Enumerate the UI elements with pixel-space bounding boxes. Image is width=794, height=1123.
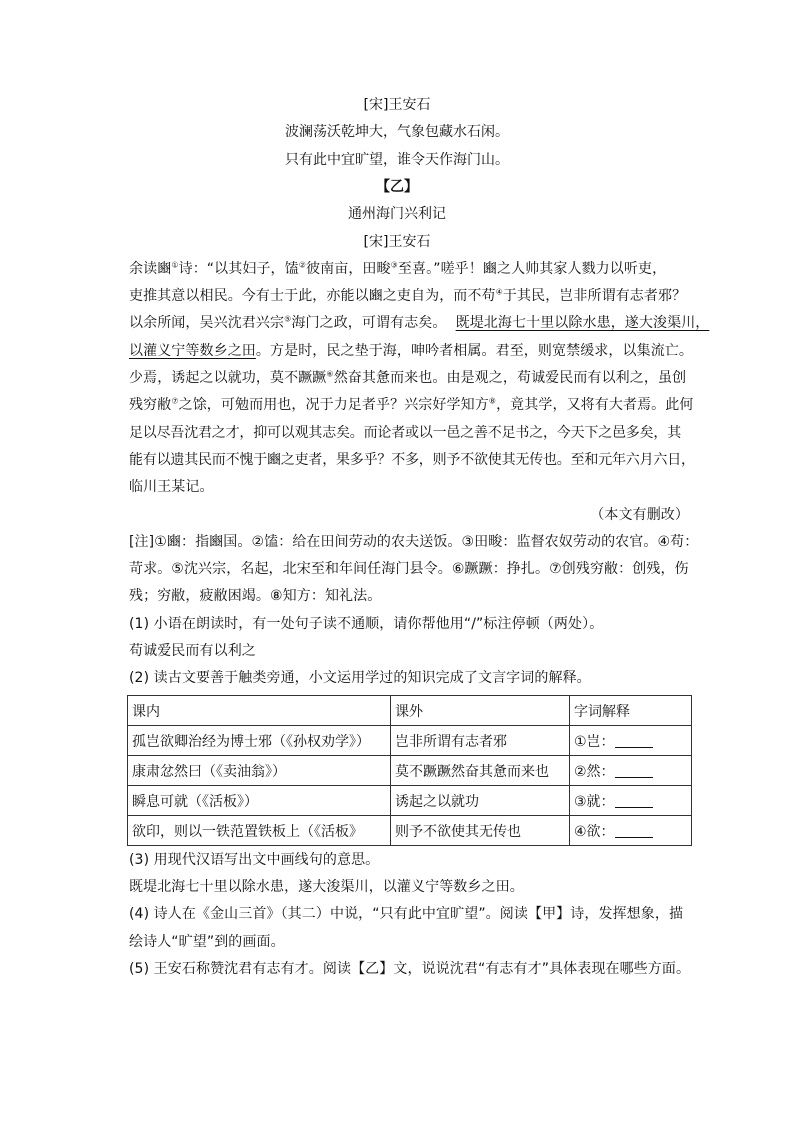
table-cell: 莫不蹶蹶然奋其惫而来也 [391,756,570,786]
passage-label: 【乙】 [376,179,418,195]
passage-line: 少焉，诱起之以就功，莫不蹶蹶⑥然奋其惫而来也。由是观之，苟诚爱民而有以利之，虽创 [129,369,687,386]
table-cell: 诱起之以就功 [391,786,570,816]
table-cell: 瞬息可就（《活板》） [128,786,391,816]
question-3-sentence: 既堤北海七十里以除水患，遂大浚渠川，以灌义宁等数乡之田。 [129,879,524,895]
passage-line: 残穷敝⑦之馀，可勉而用也，况于力足者乎？兴宗好学知方⑧，竟其学，又将有大者焉。此何 [129,396,694,413]
table-cell: ③就： [570,786,692,816]
answer-blank[interactable] [615,793,653,808]
table-header: 课内 [128,696,391,726]
table-cell: 孤岂欲卿治经为博士邪（《孙权劝学》） [128,726,391,756]
table-cell: ①岂： [570,726,692,756]
question-5: (5) 王安石称赞沈君有志有才。阅读【乙】文，说说沈君“有志有才”具体表现在哪些方面。 [129,961,691,977]
table-header: 字词解释 [570,696,692,726]
passage-line: 吏推其意以相民。今有士于此，亦能以豳之吏自为，而不苟④于其民，岂非所谓有志者邪？ [129,287,687,304]
passage-line: 余读豳①诗：“以其妇子，馌②彼南亩，田畯③至喜。”嗟乎！豳之人帅其家人戮力以听吏， [129,260,667,277]
passage-line: 足以尽吾沈君之才，抑可以观其志矣。而论者或以一邑之善不足书之，今天下之邑多矣，其 [129,425,681,441]
passage-author: [宋]王安石 [363,234,431,250]
table-row [128,726,692,756]
table-cell: ④欲： [570,816,692,846]
table-cell: 康肃忿然曰（《卖油翁》） [128,756,391,786]
table-cell: ②然： [570,756,692,786]
table-cell: 欲印，则以一铁范置铁板上（《活板》 [128,816,391,846]
table-row [128,786,692,816]
table-cell: 岂非所谓有志者邪 [391,726,570,756]
notes-line: 苛求。⑤沈兴宗，名起，北宋至和年间任海门县令。⑥蹶蹶：挣扎。⑦创残穷敝：创残，伤 [129,561,689,577]
table-row [128,756,692,786]
passage-line: 能有以遗其民而不愧于豳之吏者，果多乎？不多，则予不欲使其无传也。至和元年六月六日， [129,452,695,468]
answer-blank[interactable] [615,763,653,778]
poem-line-1: 波澜荡沃乾坤大，气象包藏水石闲。 [285,124,509,140]
question-2: (2) 读古文要善于触类旁通，小文运用学过的知识完成了文言字词的解释。 [129,670,591,686]
source-note: （本文有删改） [590,507,689,523]
underlined-sentence: 既堤北海七十里以除水患，遂大浚渠川， [455,315,710,331]
passage-line: 临川王某记。 [129,479,214,495]
underlined-sentence: 以灌义宁等数乡之田 [129,343,256,359]
vocab-table [127,695,692,846]
question-1-sentence: 苟诚爱民而有以利之 [129,643,256,659]
question-1: (1) 小语在朗读时，有一处句子读不通顺，请你帮他用“/”标注停顿（两处）。 [129,616,604,632]
notes-line: 残；穷敝，疲敝困竭。⑧知方：知礼法。 [129,588,382,604]
poem-author: [宋]王安石 [363,97,431,113]
answer-blank[interactable] [615,823,653,838]
table-row [128,816,692,846]
passage-line: 以灌义宁等数乡之田。方是时，民之垫于海，呻吟者相属。君至，则宽禁缓求，以集流亡。 [129,343,694,359]
notes-line: [注]①豳：指豳国。②馌：给在田间劳动的农夫送饭。③田畯：监督农奴劳动的农官。④苟： [129,534,699,550]
question-4: (4) 诗人在《金山三首》（其二）中说，“只有此中宜旷望”。阅读【甲】诗，发挥想象，描 [129,906,684,922]
table-cell: 则予不欲使其无传也 [391,816,570,846]
table-header: 课外 [391,696,570,726]
answer-blank[interactable] [615,733,653,748]
poem-line-2: 只有此中宜旷望，谁令天作海门山。 [285,152,509,168]
question-3: (3) 用现代汉语写出文中画线句的意思。 [129,852,380,868]
question-4-cont: 绘诗人“旷望”到的画面。 [129,934,285,950]
passage-title: 通州海门兴利记 [348,206,446,222]
table-header-row [128,696,692,726]
passage-line: 以余所闻，吴兴沈君兴宗⑤海门之政，可谓有志矣。 既堤北海七十里以除水患，遂大浚渠川， [129,314,710,331]
